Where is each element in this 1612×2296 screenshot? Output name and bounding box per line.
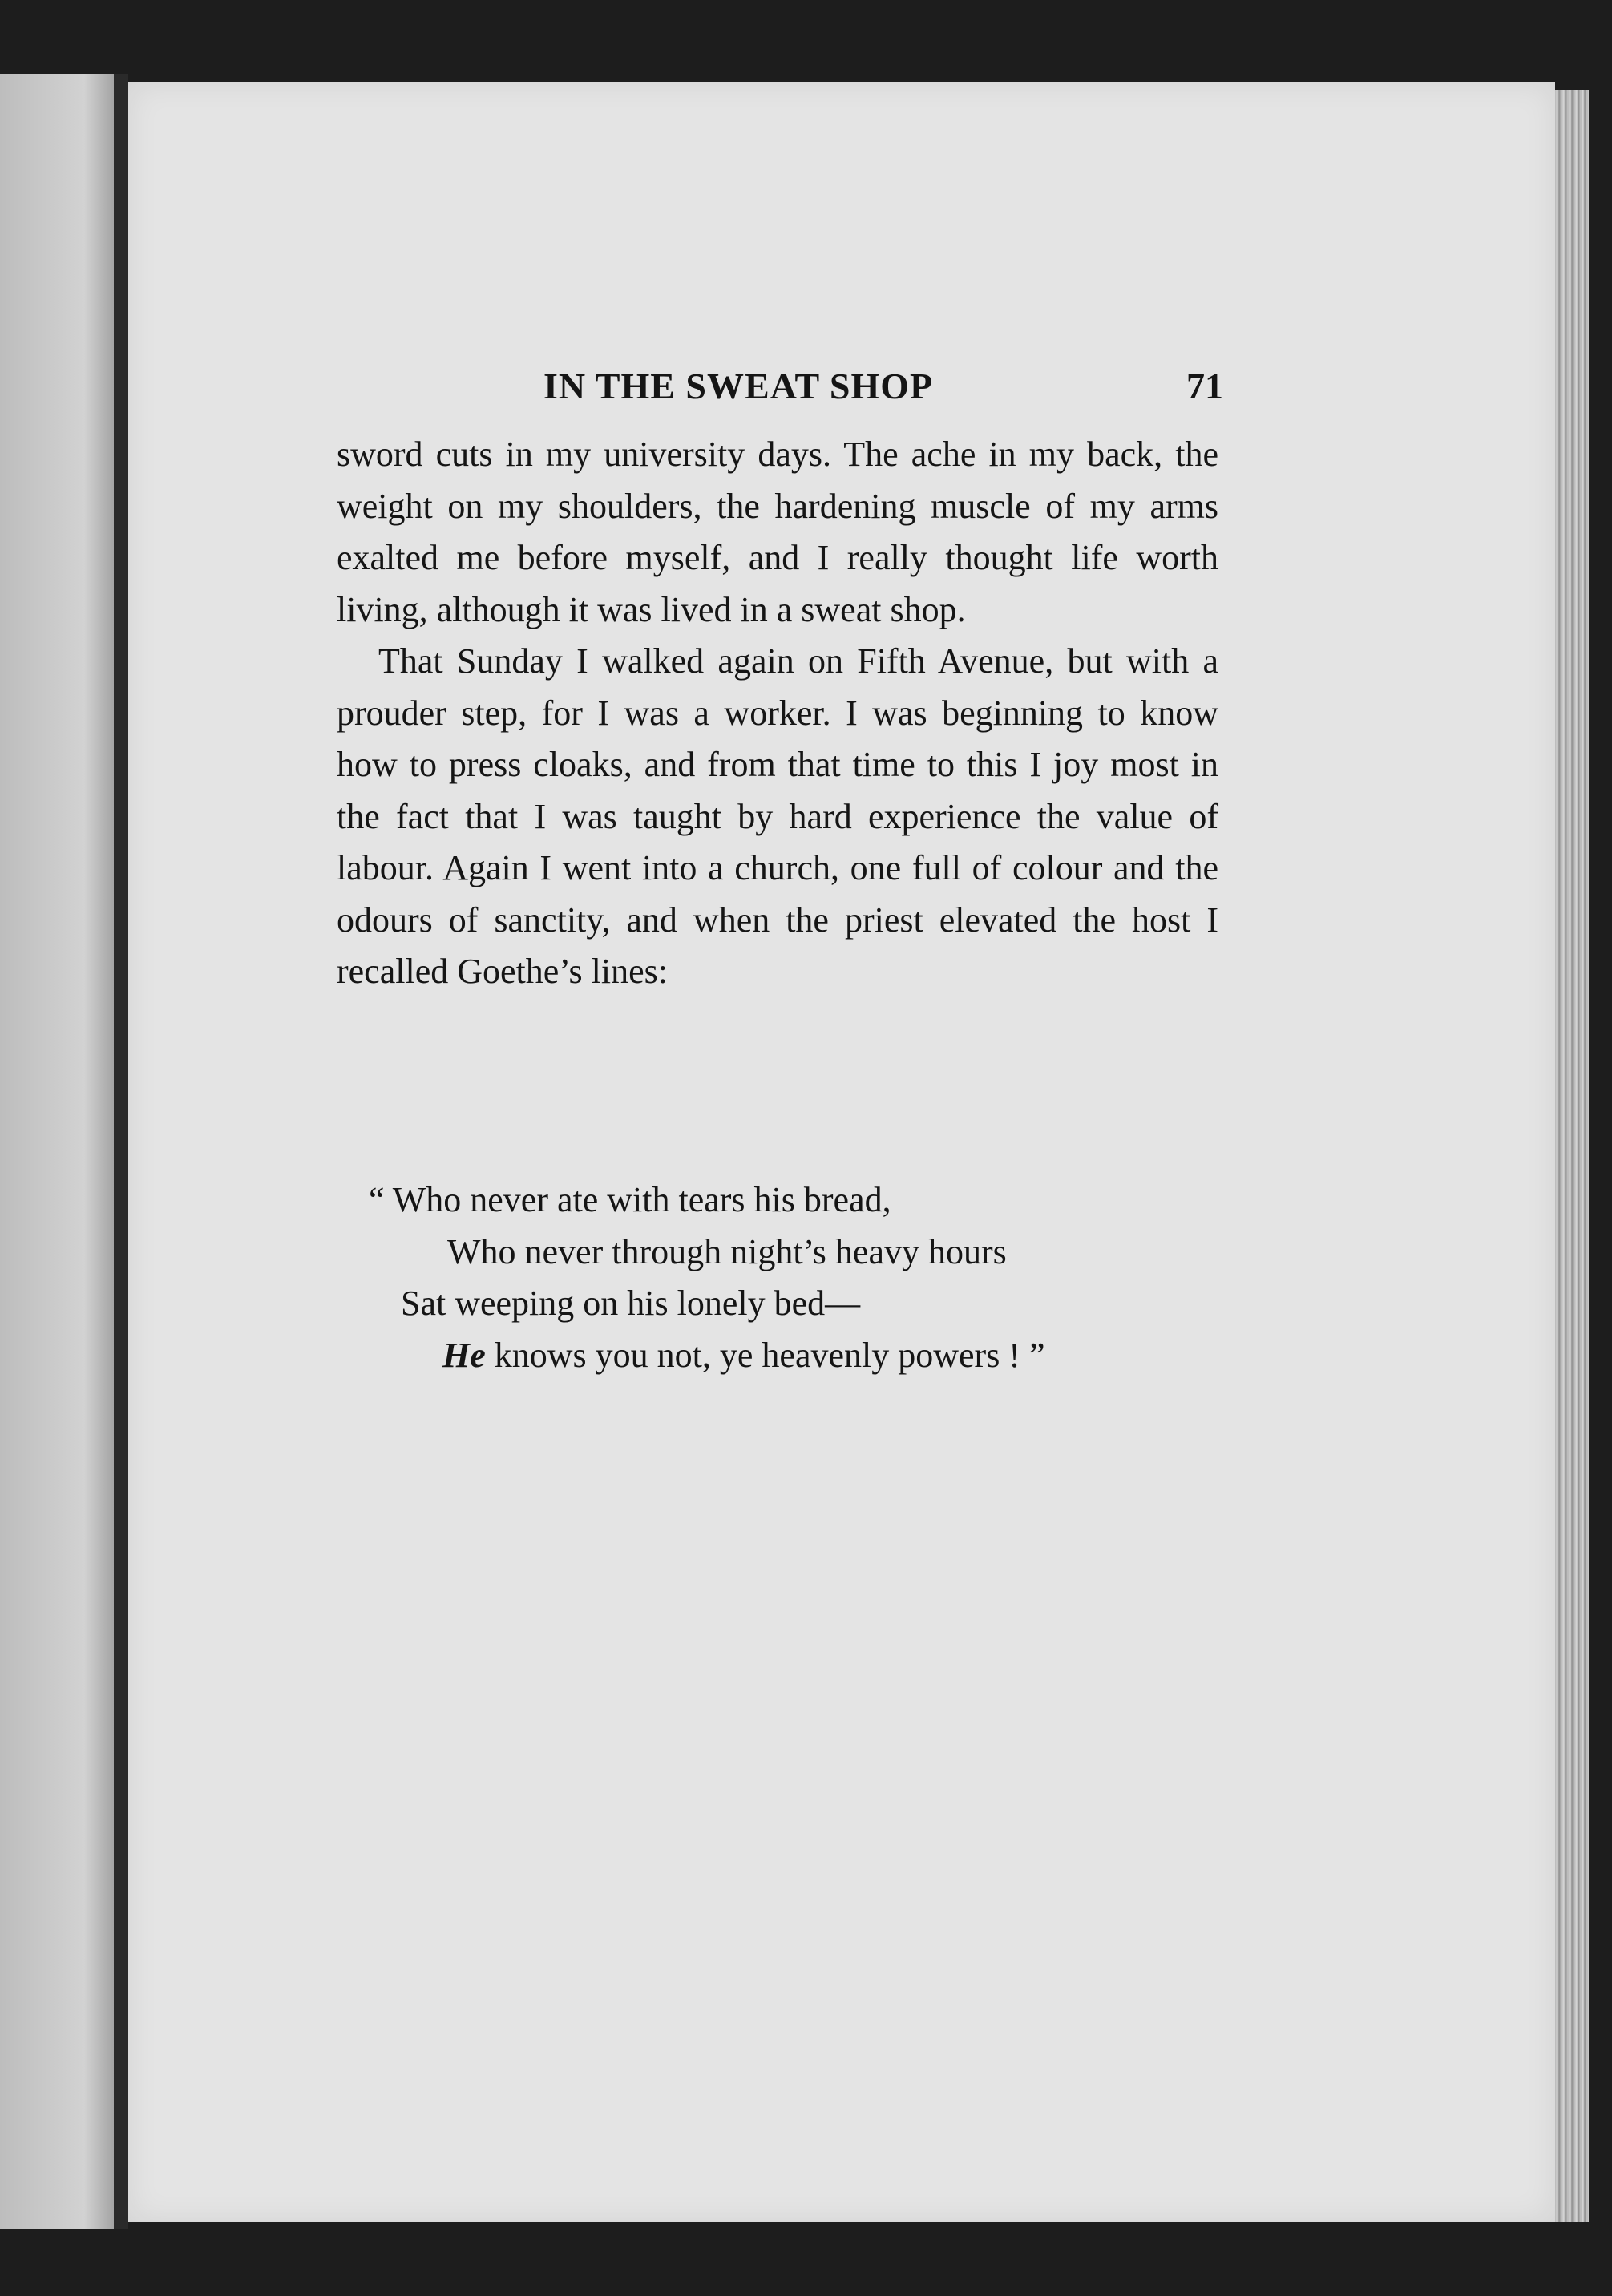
running-title: IN THE SWEAT SHOP	[543, 366, 934, 406]
verse-line-3: Sat weeping on his lonely bed—	[401, 1283, 861, 1323]
body-text	[337, 429, 1218, 998]
page-number: 71	[1186, 366, 1223, 406]
verse-line-2: Who never through night’s heavy hours	[447, 1231, 1007, 1271]
verse-line-4-rest: knows you not, ye heavenly powers ! ”	[485, 1335, 1045, 1375]
paragraph-1: sword cuts in my university days. The ache in my back, the weight on my shoulders, the hardening muscle of my arms exalted me before myself, and I really thought life worth living, although it was lived in a sweat shop.	[337, 435, 1218, 629]
verse-line-4	[369, 1330, 1250, 1382]
book-gutter	[114, 74, 128, 2229]
running-head	[337, 365, 1223, 421]
facing-page-edge	[0, 74, 120, 2229]
verse-quotation	[369, 1174, 1250, 1381]
page-stack-edge	[1555, 90, 1589, 2222]
verse-line-1: “ Who never ate with tears his bread,	[369, 1180, 891, 1219]
paragraph-2: That Sunday I walked again on Fifth Avenue, but with a prouder step, for I was a worker. I was beginning to know how to press cloaks, and from that time to this I joy most in the fact that I was taught by hard experience the value of labour. Again I went into a church, one full of colour and the odours of sanctity, and when the priest elevated the host I recalled Goethe’s lines:	[337, 641, 1218, 991]
verse-line-4-italic: He	[442, 1335, 486, 1375]
